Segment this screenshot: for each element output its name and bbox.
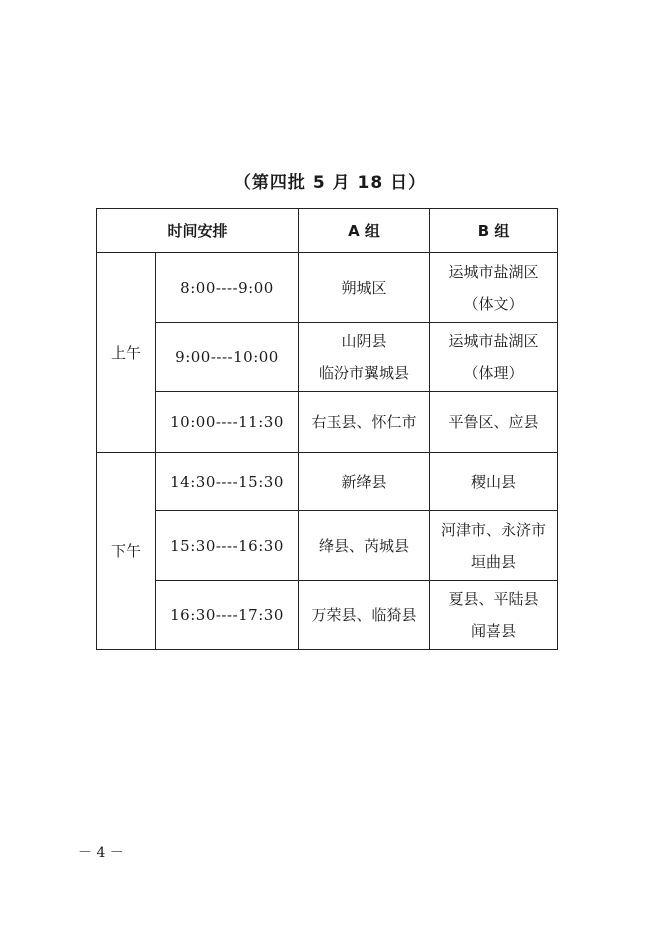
cell-text: 夏县、平陆县 bbox=[448, 590, 539, 608]
table-row bbox=[97, 323, 558, 392]
cell-text: 垣曲县 bbox=[471, 552, 517, 571]
group-b-cell bbox=[430, 253, 558, 323]
cell-text: （体文） bbox=[463, 294, 524, 313]
cell-text: 万荣县、临猗县 bbox=[311, 606, 417, 624]
time-slot: 15:30----16:30 bbox=[156, 511, 299, 581]
cell-text: 稷山县 bbox=[471, 472, 517, 491]
cell-text: 河津市、永济市 bbox=[441, 520, 547, 539]
group-b-cell bbox=[430, 392, 558, 453]
table-row bbox=[97, 511, 558, 581]
table-header-row bbox=[97, 209, 558, 253]
period-afternoon: 下午 bbox=[97, 453, 156, 650]
time-slot: 9:00----10:00 bbox=[156, 323, 299, 392]
period-morning: 上午 bbox=[97, 253, 156, 453]
group-b-cell bbox=[430, 323, 558, 392]
time-slot: 16:30----17:30 bbox=[156, 581, 299, 650]
time-slot: 14:30----15:30 bbox=[156, 453, 299, 511]
time-slot: 8:00----9:00 bbox=[156, 253, 299, 323]
cell-text: 临汾市翼城县 bbox=[319, 364, 410, 382]
time-slot: 10:00----11:30 bbox=[156, 392, 299, 453]
group-a-cell bbox=[299, 581, 430, 650]
header-group-a: A 组 bbox=[299, 209, 430, 253]
header-group-b: B 组 bbox=[430, 209, 558, 253]
table-row bbox=[97, 581, 558, 650]
table-row bbox=[97, 453, 558, 511]
cell-text: （体理） bbox=[463, 364, 524, 382]
table-row bbox=[97, 392, 558, 453]
cell-text: 运城市盐湖区 bbox=[448, 332, 539, 350]
cell-text: 山阴县 bbox=[341, 332, 387, 350]
group-b-cell bbox=[430, 581, 558, 650]
cell-text: 运城市盐湖区 bbox=[448, 262, 539, 281]
batch-caption: （第四批 5 月 18 日） bbox=[233, 173, 427, 193]
group-b-cell bbox=[430, 453, 558, 511]
cell-text: 新绛县 bbox=[341, 472, 387, 491]
group-a-cell bbox=[299, 453, 430, 511]
cell-text: 闻喜县 bbox=[471, 622, 517, 640]
group-a-cell bbox=[299, 392, 430, 453]
cell-text: 平鲁区、应县 bbox=[448, 413, 539, 431]
group-b-cell bbox=[430, 511, 558, 581]
group-a-cell bbox=[299, 253, 430, 323]
cell-text: 朔城区 bbox=[341, 278, 387, 297]
page-number: － 4 － bbox=[78, 845, 124, 861]
cell-text: 绛县、芮城县 bbox=[319, 536, 410, 555]
header-time: 时间安排 bbox=[97, 209, 299, 253]
group-a-cell bbox=[299, 323, 430, 392]
cell-text: 右玉县、怀仁市 bbox=[311, 413, 417, 431]
schedule-table bbox=[96, 208, 558, 650]
table-row bbox=[97, 253, 558, 323]
group-a-cell bbox=[299, 511, 430, 581]
